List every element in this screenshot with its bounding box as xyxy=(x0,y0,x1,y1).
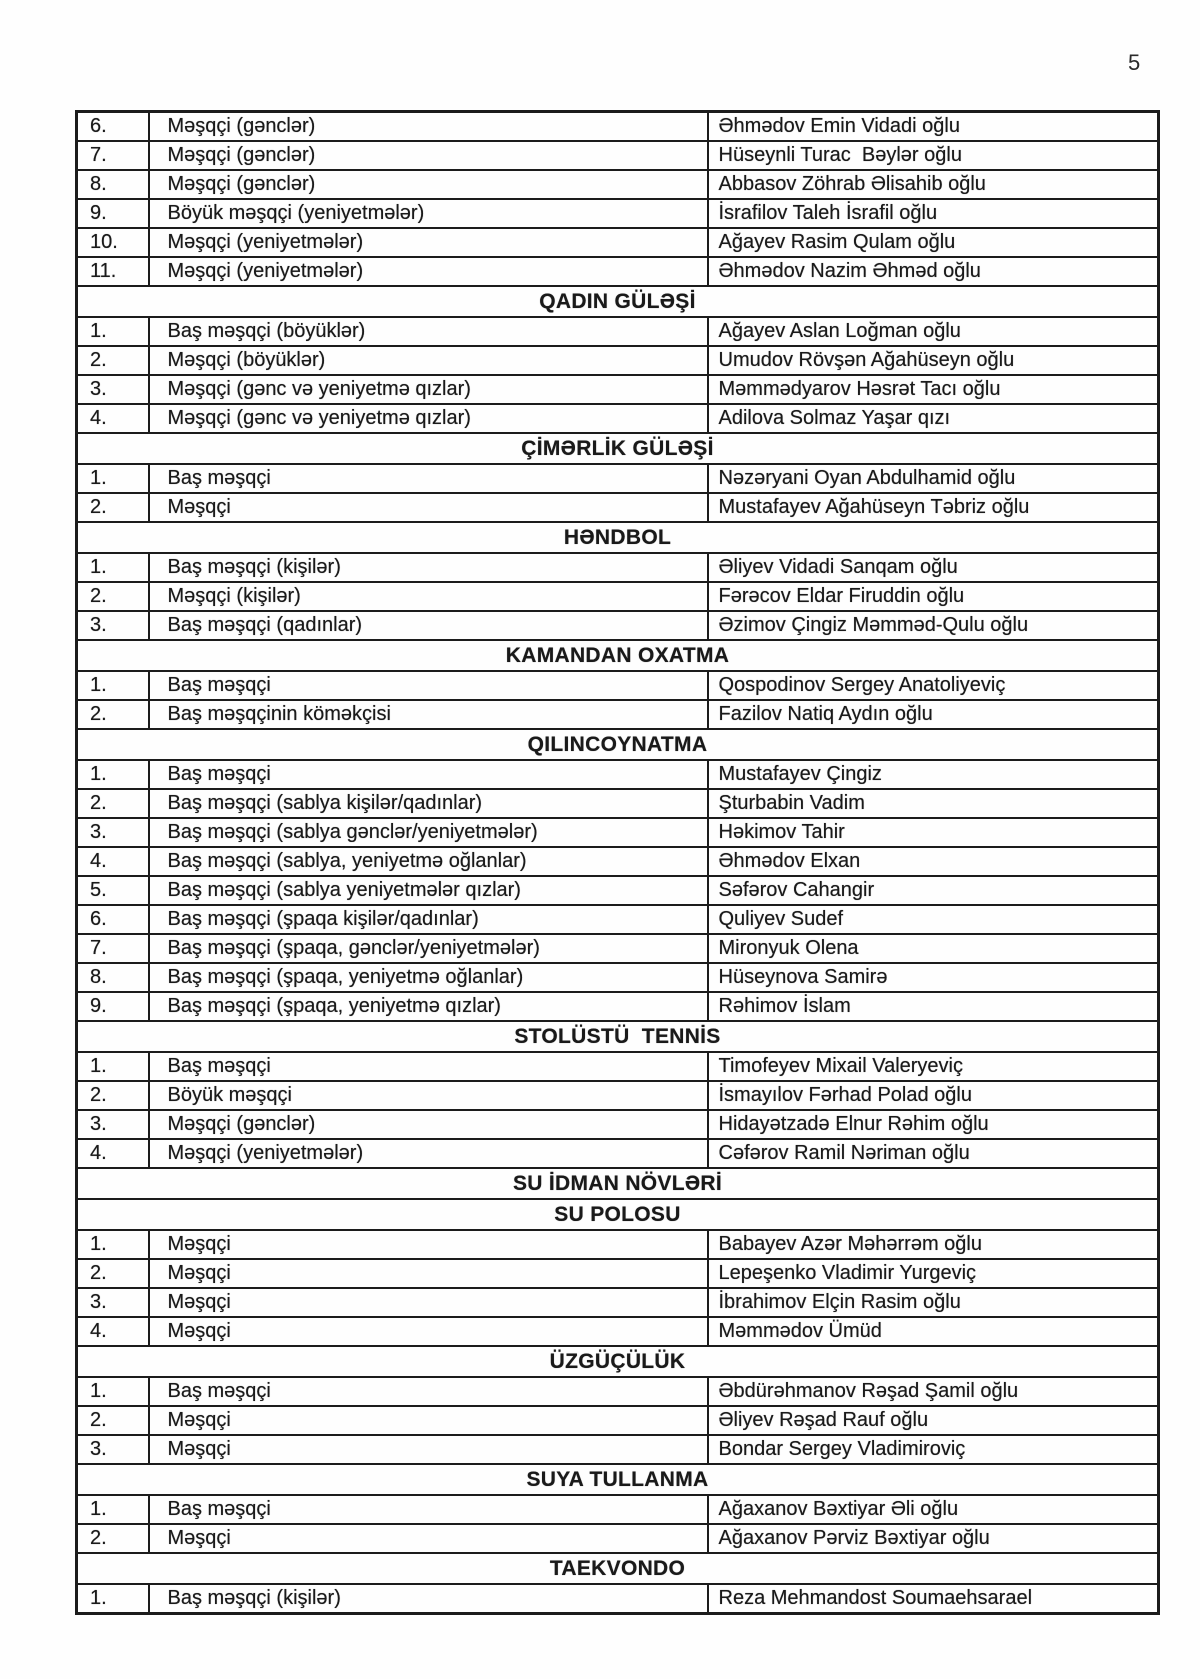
row-number: 3. xyxy=(77,611,149,640)
name-cell: Hidayətzadə Elnur Rəhim oğlu xyxy=(708,1110,1159,1139)
position-cell: Məşqçi (yeniyetmələr) xyxy=(149,228,708,257)
row-number: 9. xyxy=(77,992,149,1021)
row-number: 1. xyxy=(77,464,149,493)
table-row xyxy=(77,170,1159,199)
row-number: 8. xyxy=(77,170,149,199)
name-cell: İsrafilov Taleh İsrafil oğlu xyxy=(708,199,1159,228)
position-cell: Baş məşqçi (şpaqa kişilər/qadınlar) xyxy=(149,905,708,934)
section-header: QILINCOYNATMA xyxy=(77,729,1159,760)
position-cell: Məşqçi (böyüklər) xyxy=(149,346,708,375)
section-header-row xyxy=(77,640,1159,671)
table-row xyxy=(77,818,1159,847)
position-cell: Məşqçi (kişilər) xyxy=(149,582,708,611)
position-cell: Məşqçi xyxy=(149,1406,708,1435)
row-number: 2. xyxy=(77,582,149,611)
table-row xyxy=(77,553,1159,582)
section-header: TAEKVONDO xyxy=(77,1553,1159,1584)
row-number: 1. xyxy=(77,1377,149,1406)
row-number: 10. xyxy=(77,228,149,257)
section-header: ÜZGÜÇÜLÜK xyxy=(77,1346,1159,1377)
position-cell: Baş məşqçi xyxy=(149,760,708,789)
table-row xyxy=(77,1259,1159,1288)
position-cell: Məşqçi (gənclər) xyxy=(149,170,708,199)
table-row xyxy=(77,404,1159,433)
row-number: 3. xyxy=(77,1110,149,1139)
row-number: 2. xyxy=(77,789,149,818)
position-cell: Məşqçi (gənclər) xyxy=(149,141,708,170)
name-cell: Adilova Solmaz Yaşar qızı xyxy=(708,404,1159,433)
coaches-table xyxy=(75,110,1160,1615)
name-cell: Qospodinov Sergey Anatoliyeviç xyxy=(708,671,1159,700)
section-header: SU İDMAN NÖVLƏRİ xyxy=(77,1168,1159,1199)
table-row xyxy=(77,611,1159,640)
section-header-row xyxy=(77,286,1159,317)
section-header: STOLÜSTÜ TENNİS xyxy=(77,1021,1159,1052)
name-cell: Əliyev Vidadi Sanqam oğlu xyxy=(708,553,1159,582)
section-header-row xyxy=(77,522,1159,553)
position-cell: Məşqçi (gənc və yeniyetmə qızlar) xyxy=(149,375,708,404)
table-row xyxy=(77,1317,1159,1346)
table-row xyxy=(77,1377,1159,1406)
section-header-row xyxy=(77,729,1159,760)
section-header-row xyxy=(77,433,1159,464)
table-row xyxy=(77,1288,1159,1317)
table-row xyxy=(77,876,1159,905)
row-number: 1. xyxy=(77,317,149,346)
table-row xyxy=(77,671,1159,700)
table-row xyxy=(77,493,1159,522)
name-cell: Umudov Rövşən Ağahüseyn oğlu xyxy=(708,346,1159,375)
row-number: 1. xyxy=(77,1584,149,1614)
row-number: 6. xyxy=(77,112,149,142)
position-cell: Baş məşqçi (sablya kişilər/qadınlar) xyxy=(149,789,708,818)
table-row xyxy=(77,141,1159,170)
name-cell: Səfərov Cahangir xyxy=(708,876,1159,905)
row-number: 1. xyxy=(77,760,149,789)
position-cell: Baş məşqçi xyxy=(149,671,708,700)
name-cell: Ağayev Rasim Qulam oğlu xyxy=(708,228,1159,257)
section-header-row xyxy=(77,1464,1159,1495)
position-cell: Baş məşqçi (şpaqa, gənclər/yeniyetmələr) xyxy=(149,934,708,963)
row-number: 8. xyxy=(77,963,149,992)
row-number: 2. xyxy=(77,346,149,375)
position-cell: Baş məşqçi xyxy=(149,1495,708,1524)
name-cell: Mustafayev Çingiz xyxy=(708,760,1159,789)
name-cell: Fazilov Natiq Aydın oğlu xyxy=(708,700,1159,729)
section-header-row xyxy=(77,1553,1159,1584)
name-cell: Həkimov Tahir xyxy=(708,818,1159,847)
table-row xyxy=(77,847,1159,876)
position-cell: Baş məşqçi xyxy=(149,464,708,493)
position-cell: Baş məşqçi (şpaqa, yeniyetmə oğlanlar) xyxy=(149,963,708,992)
row-number: 2. xyxy=(77,1081,149,1110)
position-cell: Böyük məşqçi (yeniyetmələr) xyxy=(149,199,708,228)
name-cell: Əhmədov Emin Vidadi oğlu xyxy=(708,112,1159,142)
name-cell: İbrahimov Elçin Rasim oğlu xyxy=(708,1288,1159,1317)
name-cell: Timofeyev Mixail Valeryeviç xyxy=(708,1052,1159,1081)
name-cell: Ağaxanov Pərviz Bəxtiyar oğlu xyxy=(708,1524,1159,1553)
name-cell: Əzimov Çingiz Məmməd-Qulu oğlu xyxy=(708,611,1159,640)
table-row xyxy=(77,934,1159,963)
row-number: 4. xyxy=(77,1317,149,1346)
position-cell: Baş məşqçi (sablya yeniyetmələr qızlar) xyxy=(149,876,708,905)
name-cell: İsmayılov Fərhad Polad oğlu xyxy=(708,1081,1159,1110)
row-number: 2. xyxy=(77,700,149,729)
position-cell: Baş məşqçi (sablya, yeniyetmə oğlanlar) xyxy=(149,847,708,876)
table-row xyxy=(77,199,1159,228)
name-cell: Əhmədov Nazim Əhməd oğlu xyxy=(708,257,1159,286)
table-row xyxy=(77,317,1159,346)
name-cell: Şturbabin Vadim xyxy=(708,789,1159,818)
table-row xyxy=(77,1052,1159,1081)
name-cell: Məmmədyarov Həsrət Tacı oğlu xyxy=(708,375,1159,404)
row-number: 11. xyxy=(77,257,149,286)
name-cell: Əliyev Rəşad Rauf oğlu xyxy=(708,1406,1159,1435)
position-cell: Məşqçi (gənclər) xyxy=(149,1110,708,1139)
row-number: 1. xyxy=(77,1230,149,1259)
table-row xyxy=(77,1139,1159,1168)
position-cell: Baş məşqçi (şpaqa, yeniyetmə qızlar) xyxy=(149,992,708,1021)
name-cell: Fərəcov Eldar Firuddin oğlu xyxy=(708,582,1159,611)
coaches-table-body xyxy=(77,112,1159,1614)
row-number: 9. xyxy=(77,199,149,228)
name-cell: Abbasov Zöhrab Əlisahib oğlu xyxy=(708,170,1159,199)
section-header: SU POLOSU xyxy=(77,1199,1159,1230)
table-row xyxy=(77,1081,1159,1110)
position-cell: Məşqçi xyxy=(149,1230,708,1259)
row-number: 2. xyxy=(77,1406,149,1435)
row-number: 3. xyxy=(77,1435,149,1464)
table-row xyxy=(77,346,1159,375)
name-cell: Cəfərov Ramil Nəriman oğlu xyxy=(708,1139,1159,1168)
row-number: 7. xyxy=(77,934,149,963)
position-cell: Məşqçi xyxy=(149,1259,708,1288)
table-row xyxy=(77,112,1159,142)
table-row xyxy=(77,582,1159,611)
table-row xyxy=(77,375,1159,404)
row-number: 7. xyxy=(77,141,149,170)
name-cell: Hüseynova Samirə xyxy=(708,963,1159,992)
row-number: 1. xyxy=(77,1495,149,1524)
page-number: 5 xyxy=(1128,50,1141,75)
table-row xyxy=(77,905,1159,934)
row-number: 1. xyxy=(77,671,149,700)
position-cell: Böyük məşqçi xyxy=(149,1081,708,1110)
table-row xyxy=(77,789,1159,818)
table-row xyxy=(77,1524,1159,1553)
name-cell: Əhmədov Elxan xyxy=(708,847,1159,876)
table-row xyxy=(77,1584,1159,1614)
name-cell: Babayev Azər Məhərrəm oğlu xyxy=(708,1230,1159,1259)
name-cell: Reza Mehmandost Soumaehsarael xyxy=(708,1584,1159,1614)
table-row xyxy=(77,992,1159,1021)
table-row xyxy=(77,963,1159,992)
section-header-row xyxy=(77,1199,1159,1230)
position-cell: Məşqçi xyxy=(149,1288,708,1317)
row-number: 3. xyxy=(77,818,149,847)
position-cell: Məşqçi (yeniyetmələr) xyxy=(149,1139,708,1168)
position-cell: Baş məşqçi xyxy=(149,1377,708,1406)
section-header: ÇİMƏRLİK GÜLƏŞİ xyxy=(77,433,1159,464)
position-cell: Məşqçi xyxy=(149,493,708,522)
name-cell: Ağaxanov Bəxtiyar Əli oğlu xyxy=(708,1495,1159,1524)
table-row xyxy=(77,700,1159,729)
name-cell: Ağayev Aslan Loğman oğlu xyxy=(708,317,1159,346)
name-cell: Quliyev Sudef xyxy=(708,905,1159,934)
table-row xyxy=(77,1435,1159,1464)
table-row xyxy=(77,228,1159,257)
table-row xyxy=(77,1230,1159,1259)
row-number: 4. xyxy=(77,404,149,433)
table-row xyxy=(77,760,1159,789)
name-cell: Hüseynli Turac Bəylər oğlu xyxy=(708,141,1159,170)
row-number: 3. xyxy=(77,1288,149,1317)
name-cell: Rəhimov İslam xyxy=(708,992,1159,1021)
name-cell: Bondar Sergey Vladimiroviç xyxy=(708,1435,1159,1464)
section-header: SUYA TULLANMA xyxy=(77,1464,1159,1495)
table-row xyxy=(77,1495,1159,1524)
row-number: 2. xyxy=(77,1259,149,1288)
table-row xyxy=(77,464,1159,493)
name-cell: Mustafayev Ağahüseyn Təbriz oğlu xyxy=(708,493,1159,522)
row-number: 6. xyxy=(77,905,149,934)
section-header: HƏNDBOL xyxy=(77,522,1159,553)
name-cell: Məmmədov Ümüd xyxy=(708,1317,1159,1346)
position-cell: Məşqçi (gənc və yeniyetmə qızlar) xyxy=(149,404,708,433)
row-number: 5. xyxy=(77,876,149,905)
table-row xyxy=(77,257,1159,286)
name-cell: Lepeşenko Vladimir Yurgeviç xyxy=(708,1259,1159,1288)
position-cell: Məşqçi xyxy=(149,1435,708,1464)
position-cell: Baş məşqçi xyxy=(149,1052,708,1081)
section-header-row xyxy=(77,1021,1159,1052)
name-cell: Əbdürəhmanov Rəşad Şamil oğlu xyxy=(708,1377,1159,1406)
row-number: 3. xyxy=(77,375,149,404)
row-number: 2. xyxy=(77,1524,149,1553)
row-number: 4. xyxy=(77,1139,149,1168)
position-cell: Baş məşqçi (kişilər) xyxy=(149,1584,708,1614)
position-cell: Baş məşqçi (kişilər) xyxy=(149,553,708,582)
section-header-row xyxy=(77,1346,1159,1377)
position-cell: Məşqçi (gənclər) xyxy=(149,112,708,142)
row-number: 1. xyxy=(77,1052,149,1081)
name-cell: Nəzəryani Oyan Abdulhamid oğlu xyxy=(708,464,1159,493)
position-cell: Məşqçi xyxy=(149,1317,708,1346)
section-header: KAMANDAN OXATMA xyxy=(77,640,1159,671)
position-cell: Məşqçi xyxy=(149,1524,708,1553)
position-cell: Baş məşqçinin köməkçisi xyxy=(149,700,708,729)
section-header: QADIN GÜLƏŞİ xyxy=(77,286,1159,317)
position-cell: Baş məşqçi (sablya gənclər/yeniyetmələr) xyxy=(149,818,708,847)
position-cell: Baş məşqçi (böyüklər) xyxy=(149,317,708,346)
position-cell: Məşqçi (yeniyetmələr) xyxy=(149,257,708,286)
row-number: 2. xyxy=(77,493,149,522)
row-number: 4. xyxy=(77,847,149,876)
table-row xyxy=(77,1110,1159,1139)
name-cell: Mironyuk Olena xyxy=(708,934,1159,963)
row-number: 1. xyxy=(77,553,149,582)
section-header-row xyxy=(77,1168,1159,1199)
table-row xyxy=(77,1406,1159,1435)
position-cell: Baş məşqçi (qadınlar) xyxy=(149,611,708,640)
